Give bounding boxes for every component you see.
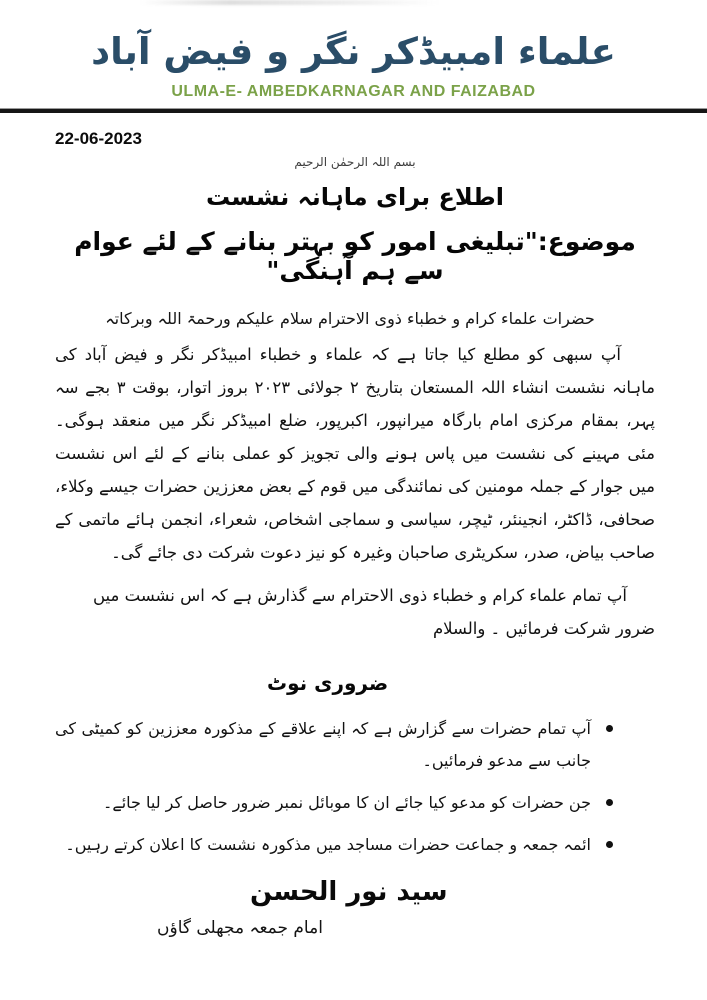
- note-item: [55, 787, 613, 819]
- organization-title-english: ULMA-E- AMBEDKARNAGAR AND FAIZABAD: [171, 83, 536, 101]
- note-item-text: جن حضرات کو مدعو کیا جائے ان کا موبائل نمبر ضرور حاصل کر لیا جائے۔: [102, 793, 591, 813]
- signature-role: امام جمعہ مجھلی گاؤں: [157, 918, 323, 939]
- important-note-heading: ضروری نوٹ: [267, 671, 389, 696]
- subject-line: موضوع:"تبلیغی امور کو بہتر بنانے کے لئے عوام سے ہم آہنگی": [74, 227, 636, 286]
- letter-body: [0, 129, 707, 938]
- salutation-line: حضرات علماء کرام و خطباء ذوی الاحترام سلام علیکم ورحمۃ اللہ وبرکاتہ: [105, 309, 595, 329]
- organization-title-urdu: علماء امبیڈکر نگر و فیض آباد: [91, 30, 616, 73]
- bullet-icon: [606, 799, 613, 806]
- note-item: [55, 829, 613, 861]
- note-item: [55, 713, 613, 777]
- scan-artifact: [140, 0, 440, 5]
- bullet-icon: [606, 841, 613, 848]
- letterhead: [0, 0, 707, 101]
- note-item-text: ائمہ جمعہ و جماعت حضرات مساجد میں مذکورہ نشست کا اعلان کرتے رہیں۔: [65, 835, 591, 855]
- signature-block: [55, 877, 655, 938]
- letter-date: 22-06-2023: [55, 129, 142, 149]
- bullet-icon: [606, 725, 613, 732]
- notice-heading: اطلاع برای ماہانہ نشست: [206, 183, 504, 212]
- note-list: [55, 713, 655, 861]
- announcement-paragraph: آپ سبھی کو مطلع کیا جاتا ہے کہ علماء و خطباء امبیڈکر نگر و فیض آباد کی ماہانہ نشست انشاء اللہ المستعان بتاریخ ۲ جولائی ۲۰۲۳ بروز اتوار، بوقت ۳ بجے سہ پہر، بمقام مرکزی امام بارگاہ میرانپور، اکبرپور، ضلع امبیڈکر نگر میں منعقد ہوگی۔ مئی مہینے کی نشست میں پاس ہونے والی تجویز کو عملی بنانے کے لئے اس نشست میں جوار کے جملہ مومنین کی نمائندگی میں قوم کے بعض معززین حضرات جیسے وکلاء، صحافی، ڈاکٹر، انجینئر، ٹیچر، سیاسی و سماجی اشخاص، شعراء، انجمن ہائے ماتمی کے صاحب بیاض، صدر، سکریٹری صاحبان وغیرہ کو نیز دعوت شرکت دی جائے گی۔: [55, 345, 655, 563]
- bismillah-text: بسم اللہ الرحمٰن الرحیم: [294, 155, 416, 170]
- header-divider-rule: [0, 108, 707, 113]
- signature-name: سید نور الحسن: [250, 877, 448, 908]
- note-item-text: آپ تمام حضرات سے گزارش ہے کہ اپنے علاقے کے مذکورہ معززین کو کمیٹی کی جانب سے مدعو فرمائیں۔: [55, 719, 591, 771]
- request-paragraph: آپ تمام علماء کرام و خطباء ذوی الاحترام سے گذارش ہے کہ اس نشست میں ضرور شرکت فرمائیں ۔ والسلام: [93, 586, 655, 639]
